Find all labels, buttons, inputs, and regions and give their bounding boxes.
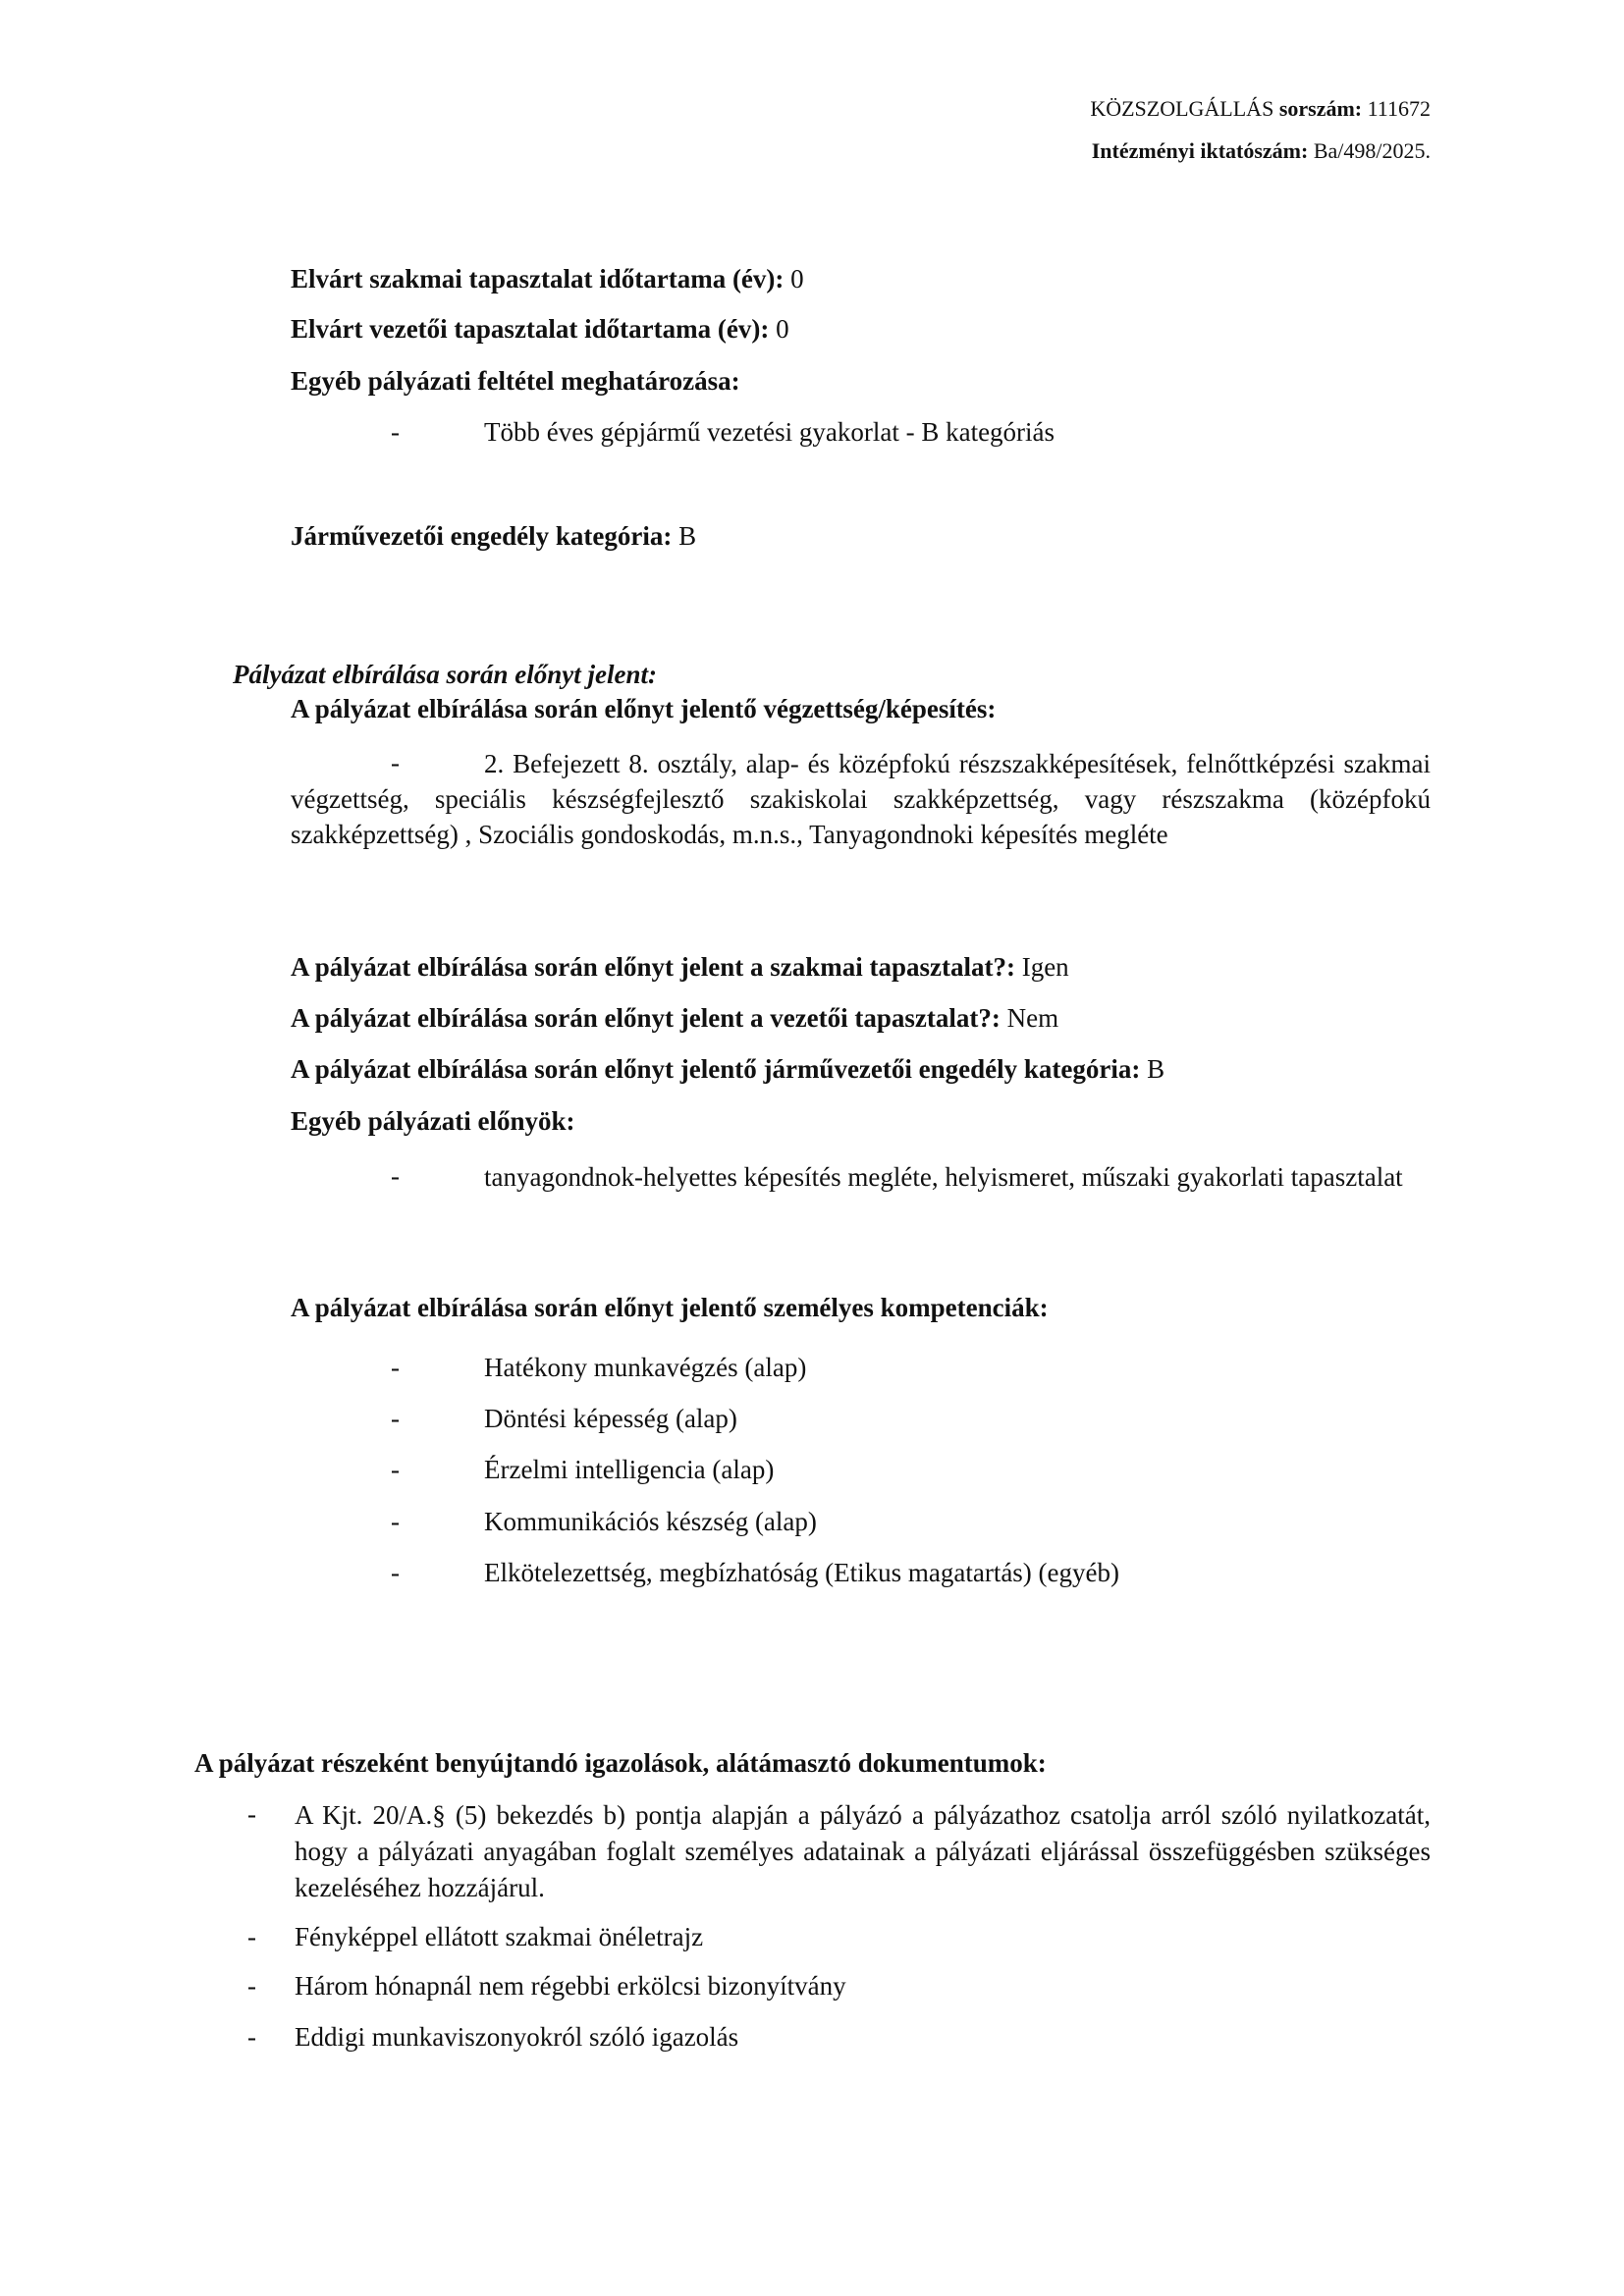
professional-experience-requirement [291,264,804,294]
field-label: Elvárt vezetői tapasztalat időtartama (év): [291,314,770,344]
document-item: Eddigi munkaviszonyokról szóló igazolás [295,2022,739,2052]
field-label: A pályázat elbírálása során előnyt jelentő járművezetői engedély kategória: [291,1054,1141,1084]
advantage-education-heading: A pályázat elbírálása során előnyt jelentő végzettség/képesítés: [291,694,997,723]
field-label: Járművezetői engedély kategória: [291,521,673,551]
advantages-section-title: Pályázat elbírálása során előnyt jelent: [233,660,657,689]
license-requirement [291,521,696,551]
competency-item: Érzelmi intelligencia (alap) [484,1455,775,1484]
registry-label: Intézményi iktatószám: [1091,138,1309,163]
bullet-dash: - [247,1922,256,1951]
header-serial-number [1090,98,1431,120]
field-label: Elvárt szakmai tapasztalat időtartama (év): [291,264,785,294]
document-item: A Kjt. 20/A.§ (5) bekezdés b) pontja alapján a pályázó a pályázathoz csatolja arról szóló nyilatkozatát, hogy a pályázati anyagában foglalt személyes adatainak a pályázati eljárással összefüggésben szükséges kezeléséhez hozzájárul. [295,1800,1431,1902]
advantage-other-heading: Egyéb pályázati előnyök: [291,1106,575,1136]
documents-heading: A pályázat részeként benyújtandó igazolások, alátámasztó dokumentumok: [194,1748,1047,1778]
bullet-dash: - [391,1455,400,1484]
bullet-dash: - [247,2022,256,2052]
document-item: Fényképpel ellátott szakmai önéletrajz [295,1922,704,1951]
advantage-education-item: 2. Befejezett 8. osztály, alap- és középfokú részszakképesítések, felnőttképzési szakmai végzettség, speciális készségfejlesztő szakiskolai szakképzettség, vagy részszakma (középfokú szakképzettség) , Szociális gondoskodás, m.n.s., Tanyagondnoki képesítés megléte [291,749,1431,849]
bullet-dash: - [391,1558,400,1587]
field-value: B [678,521,697,551]
serial-label: sorszám: [1278,96,1363,121]
field-value: Nem [1006,1003,1059,1033]
competency-item: Kommunikációs készség (alap) [484,1507,817,1536]
bullet-dash: - [391,1161,400,1191]
advantage-other-item: tanyagondnok-helyettes képesítés megléte, helyismeret, műszaki gyakorlati tapasztalat [484,1162,1403,1192]
bullet-dash: - [247,1971,256,2001]
serial-value: 111672 [1367,96,1431,121]
document-item: Három hónapnál nem régebbi erkölcsi bizonyítvány [295,1971,846,2001]
advantage-management-experience [291,1003,1058,1033]
registry-value: Ba/498/2025. [1313,138,1431,163]
management-experience-requirement [291,314,789,344]
field-value: Igen [1021,952,1069,982]
advantage-license [291,1054,1164,1084]
field-value: 0 [776,314,789,344]
competencies-heading: A pályázat elbírálása során előnyt jelentő személyes kompetenciák: [291,1293,1049,1322]
field-label: A pályázat elbírálása során előnyt jelent a szakmai tapasztalat?: [291,952,1015,982]
field-value: B [1147,1054,1165,1084]
advantage-professional-experience [291,952,1069,982]
bullet-dash: - [391,1404,400,1433]
competency-item: Elkötelezettség, megbízhatóság (Etikus magatartás) (egyéb) [484,1558,1119,1587]
field-label: A pályázat elbírálása során előnyt jelent a vezetői tapasztalat?: [291,1003,1001,1033]
bullet-dash: - [247,1799,256,1829]
serial-prefix: KÖZSZOLGÁLLÁS [1090,96,1274,121]
competency-item: Döntési képesség (alap) [484,1404,737,1433]
bullet-dash: - [391,1353,400,1382]
field-label: Egyéb pályázati feltétel meghatározása: [291,366,740,396]
header-registry-number [1092,140,1431,162]
bullet-dash: - [391,1507,400,1536]
other-condition-heading [291,366,740,396]
bullet-dash: - [391,748,400,777]
bullet-dash: - [391,417,400,447]
competency-item: Hatékony munkavégzés (alap) [484,1353,807,1382]
other-condition-item: Több éves gépjármű vezetési gyakorlat - B kategóriás [484,417,1056,447]
field-value: 0 [790,264,804,294]
